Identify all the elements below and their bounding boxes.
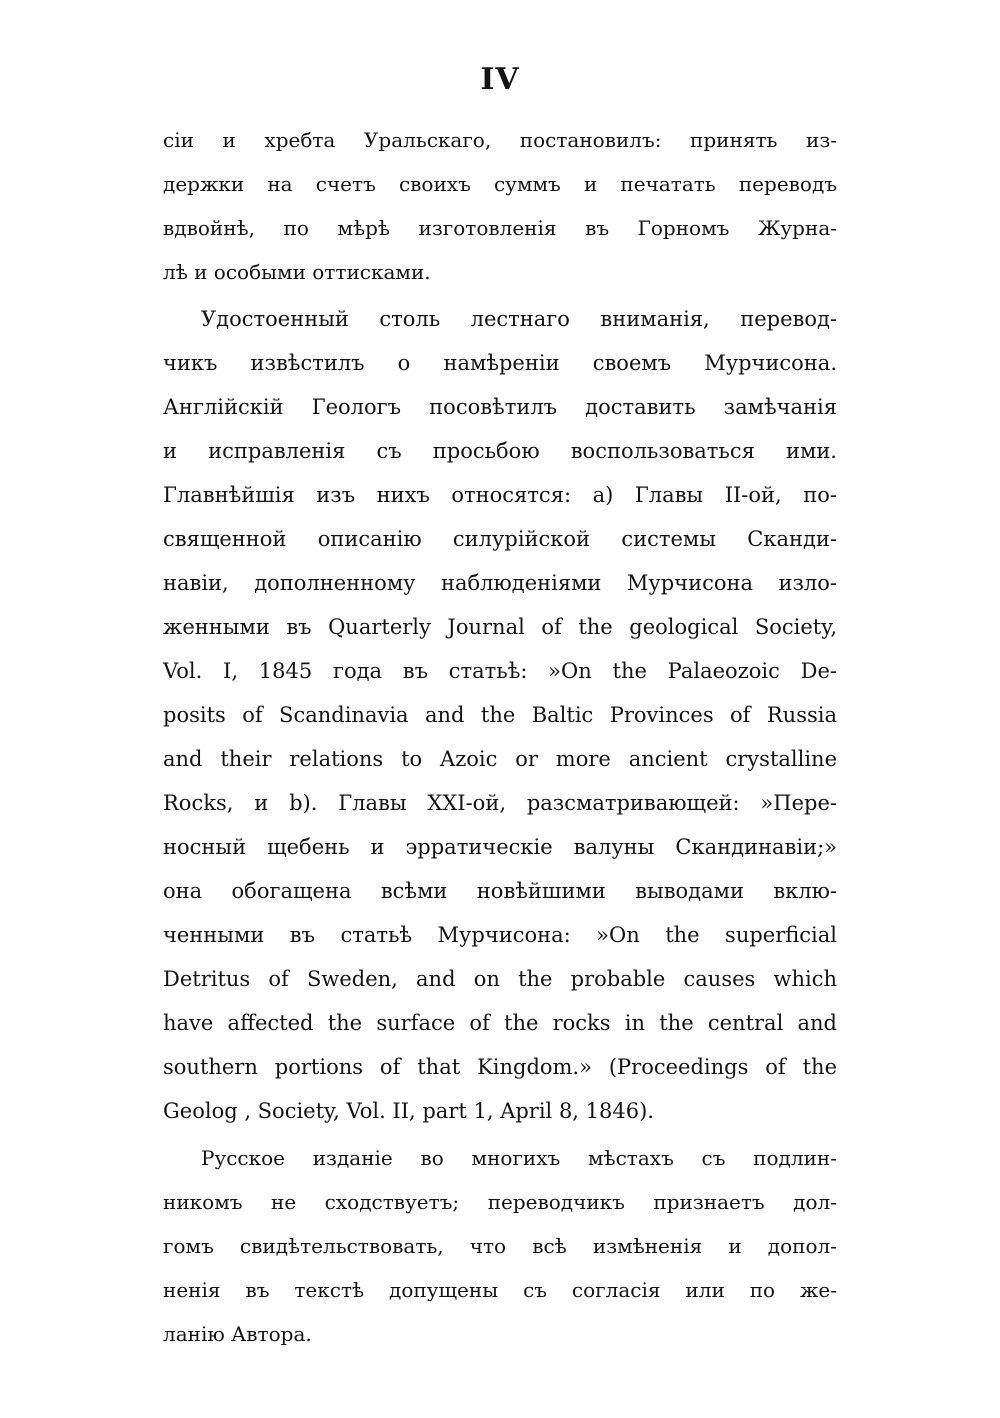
text-line: навіи, дополненному наблюденіями Мурчисона изло- <box>163 571 837 595</box>
text-line: гомъ свидѣтельствовать, что всѣ измѣненія и допол- <box>163 1234 837 1258</box>
text-line: Vol. I, 1845 года въ статьѣ: »On the Palaeozoic De- <box>163 659 837 683</box>
text-line: Удостоенный столь лестнаго вниманія, перевод- <box>201 307 837 331</box>
text-line: Detritus of Sweden, and on the probable causes which <box>163 967 837 991</box>
text-line: никомъ не сходствуетъ; переводчикъ признаетъ дол- <box>163 1190 837 1214</box>
text-line: носный щебень и эрратическіе валуны Скандинавіи;» <box>163 835 837 859</box>
text-line: лѣ и особыми оттисками. <box>163 260 431 284</box>
paragraph-1 <box>163 118 837 294</box>
text-line: женными въ Quarterly Journal of the geological Society, <box>163 615 837 639</box>
paragraph-3 <box>163 1136 837 1356</box>
text-line: ченными въ статьѣ Мурчисона: »On the superficial <box>163 923 837 947</box>
text-line: она обогащена всѣми новѣйшими выводами вклю- <box>163 879 837 903</box>
text-line: Rocks, и b). Главы XXI-ой, разсматривающей: »Пере- <box>163 791 837 815</box>
text-line: have affected the surface of the rocks in the central and <box>163 1011 837 1035</box>
text-line: держки на счетъ своихъ суммъ и печатать переводъ <box>163 172 837 196</box>
text-line: ненія въ текстѣ допущены съ согласія или по же- <box>163 1278 837 1302</box>
text-line: Русское изданіе во многихъ мѣстахъ съ подлин- <box>201 1146 837 1170</box>
text-line: southern portions of that Kingdom.» (Proceedings of the <box>163 1055 837 1079</box>
text-line: и исправленія съ просьбою воспользоваться ими. <box>163 439 837 463</box>
text-line: священной описанію силурійской системы Сканди- <box>163 527 837 551</box>
text-line: вдвойнѣ, по мѣрѣ изготовленія въ Горномъ Журна- <box>163 216 837 240</box>
text-line: Geolog , Society, Vol. II, part 1, April 8, 1846). <box>163 1099 654 1123</box>
body-text <box>163 118 837 1356</box>
page-number: IV <box>480 62 520 97</box>
text-line: and their relations to Azoic or more ancient crystalline <box>163 747 837 771</box>
text-line: posits of Scandinavia and the Baltic Provinces of Russia <box>163 703 837 727</box>
text-line: сіи и хребта Уральскаго, постановилъ: принять из- <box>163 128 837 152</box>
text-line: Главнѣйшія изъ нихъ относятся: a) Главы II-ой, по- <box>163 483 837 507</box>
text-line: ланію Автора. <box>163 1322 312 1346</box>
text-line: чикъ извѣстилъ о намѣреніи своемъ Мурчисона. <box>163 351 837 375</box>
text-line: Англійскій Геологъ посовѣтилъ доставить замѣчанія <box>163 395 837 419</box>
paragraph-2 <box>163 297 837 1133</box>
